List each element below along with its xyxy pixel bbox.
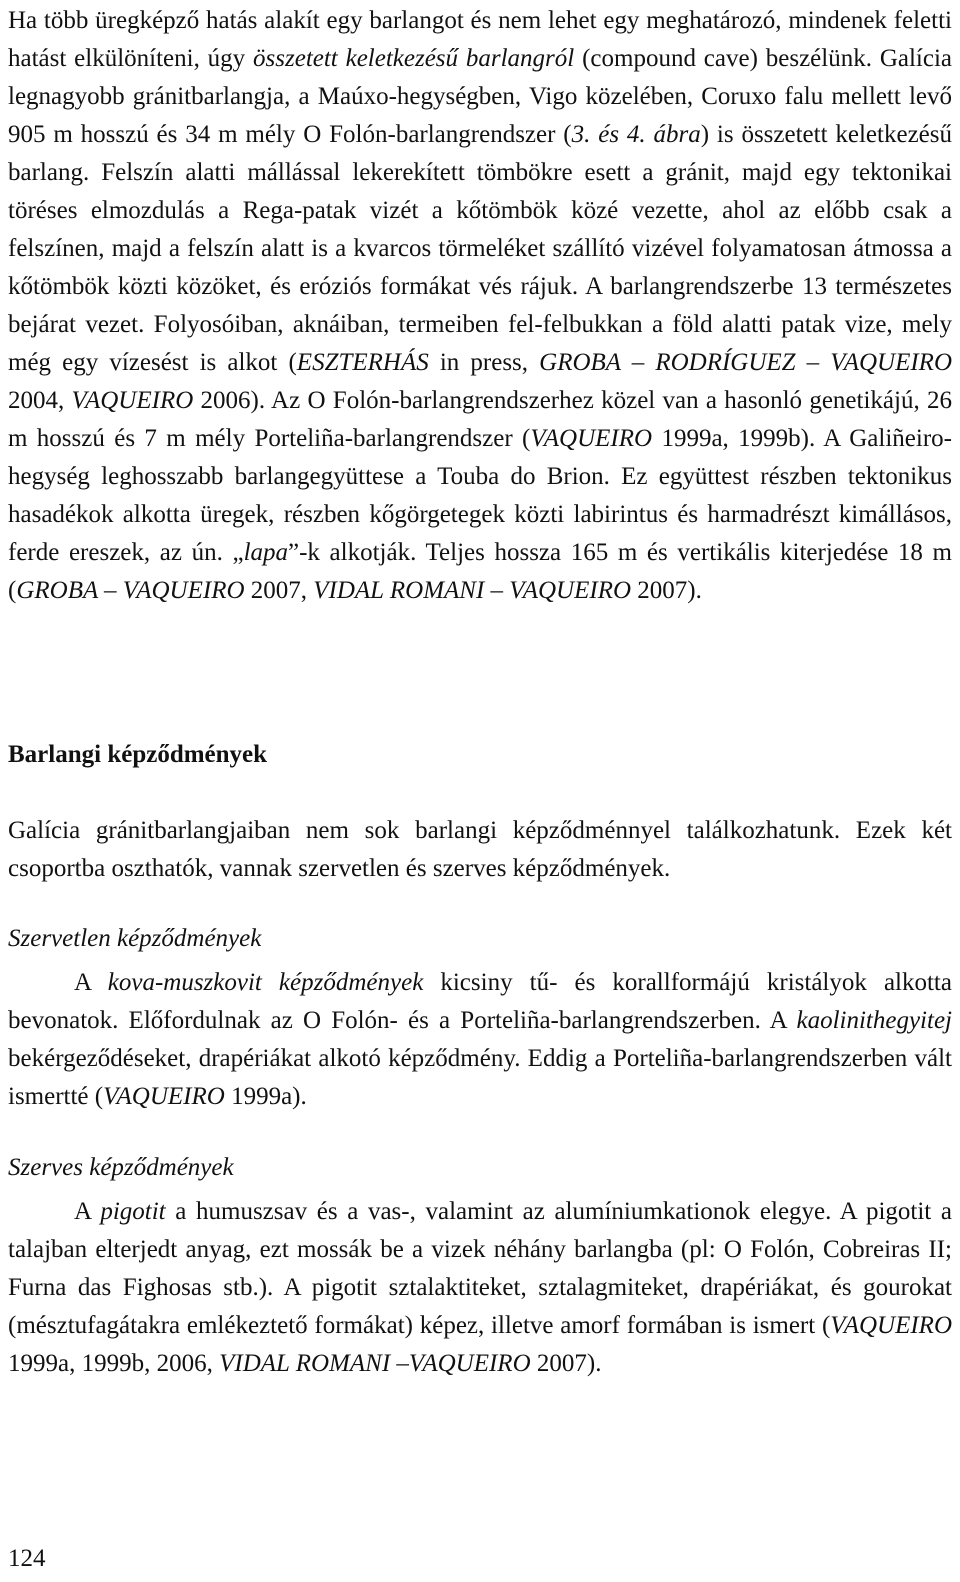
- text-run: bekérgeződéseket, drapériákat alkotó képződmény. Eddig a Porteliña-barlangrendszerben vált ismertté (: [8, 1045, 952, 1110]
- text-run: A: [74, 1198, 101, 1225]
- page-number: 124: [8, 1545, 46, 1572]
- text-run: 2006). Az O Folón-barlangrendszerhez közel van a hasonló genetikájú, 26 m hosszú és 7 m mély Porteliña-barlangrendszer (: [8, 387, 952, 452]
- text-run: 1999a).: [224, 1083, 307, 1110]
- text-run: (compound cave) beszélünk. Galícia legnagyobb gránitbarlangja, a Maúxo-hegységben, Vigo közelében, Coruxo falu mellett levő 905 m hosszú és 34 m mély O Folón-barlangrendszer (: [8, 45, 953, 148]
- citation-author: VAQUEIRO: [830, 1312, 952, 1339]
- italic-term: pigotit: [100, 1198, 166, 1225]
- paragraph-compound-caves: [8, 2, 952, 610]
- text-run: 2004,: [8, 387, 72, 414]
- text-run: Folyosóiban, aknáiban, termeiben fel-felbukkan a föld alatti patak vize, mely még egy vízesést is alkot (: [8, 311, 952, 376]
- text-run: 1999a, 1999b, 2006,: [8, 1350, 220, 1377]
- figure-reference: 3. és 4. ábra: [571, 121, 701, 148]
- text-run: Ha több üregképző hatás alakít egy barlangot és nem lehet egy meghatározó, mindenek feletti hatást elkülöníteni, úgy: [8, 7, 952, 72]
- italic-term: lapa: [243, 539, 289, 566]
- text-run: 2007).: [631, 577, 702, 604]
- text-run: 2007,: [244, 577, 314, 604]
- text-run: kicsiny tű- és korallformájú kristályok alkotta bevonatok. Előfordulnak az O Folón- és a Porteliña-barlangrendszerben. A: [8, 969, 952, 1034]
- citation-author: GROBA – VAQUEIRO: [16, 577, 245, 604]
- citation-author: GROBA – RODRÍGUEZ – VAQUEIRO: [539, 349, 953, 376]
- citation-author: VIDAL ROMANI – VAQUEIRO: [313, 577, 632, 604]
- paragraph-inorganic: [8, 964, 952, 1116]
- text-run: ”-k alkotják. Teljes hossza 165 m és vertikális kiterjedése 18 m (: [8, 539, 952, 604]
- paragraph-organic: [8, 1193, 952, 1383]
- text-run: ) is összetett keletkezésű barlang. Felszín alatti mállással lekerekített tömbökre esett a gránit, majd egy tektonikai töréses elmozdulás a Rega-patak vizét a kőtömbök közé vezette, ahol az előbb csak a felszínen, majd a felszín alatt is a kvarcos törmeléket szállító vizével folyamatosan átmossa a kőtömbök közti közöket, és eróziós formákat vés rájuk. A barlangrendszerbe 13 természetes bejárat vezet.: [8, 121, 952, 338]
- italic-term: kaolinithegyitej: [796, 1007, 952, 1034]
- section-heading: Barlangi képződmények: [8, 741, 268, 768]
- text-run: 1999a, 1999b). A Galiñeiro-hegység leghosszabb barlangegyüttese a Touba do Brion. Ez együttest részben tektonikus hasadékok alkotta üregek, részben kőgörgetegek közti labirintus és harmadrészt kimállásos, ferde ereszek, az ún. „: [8, 425, 952, 566]
- citation-author: VIDAL ROMANI –VAQUEIRO: [219, 1350, 531, 1377]
- text-run: a humuszsav és a vas-, valamint az alumíniumkationok elegye. A pigotit a talajban elterjedt anyag, ezt mossák be a vizek néhány barlangba (pl: O Folón, Cobreiras II; Furna das Fighosas stb.). A pigotit sztalaktiteket, sztalagmiteket, drapériákat, és gourokat (mésztufagátakra emlékeztető formákat) képez, illetve amorf formában is ismert (: [8, 1198, 952, 1339]
- citation-author: VAQUEIRO: [103, 1083, 225, 1110]
- text-run: 2007).: [530, 1350, 602, 1377]
- citation-author: VAQUEIRO: [530, 425, 653, 452]
- subheading-inorganic: Szervetlen képződmények: [8, 925, 262, 952]
- subheading-organic: Szerves képződmények: [8, 1154, 234, 1181]
- citation-author: ESZTERHÁS: [296, 349, 429, 376]
- italic-term: kova-muszkovit képződmények: [107, 969, 424, 996]
- text-run: in press,: [428, 349, 540, 376]
- citation-author: VAQUEIRO: [71, 387, 194, 414]
- text-run: A: [74, 969, 108, 996]
- italic-term: összetett keletkezésű barlangról: [253, 45, 575, 72]
- paragraph-intro: Galícia gránitbarlangjaiban nem sok barlangi képződménnyel találkozhatunk. Ezek két csoportba oszthatók, vannak szervetlen és szerves képződmények.: [8, 817, 952, 882]
